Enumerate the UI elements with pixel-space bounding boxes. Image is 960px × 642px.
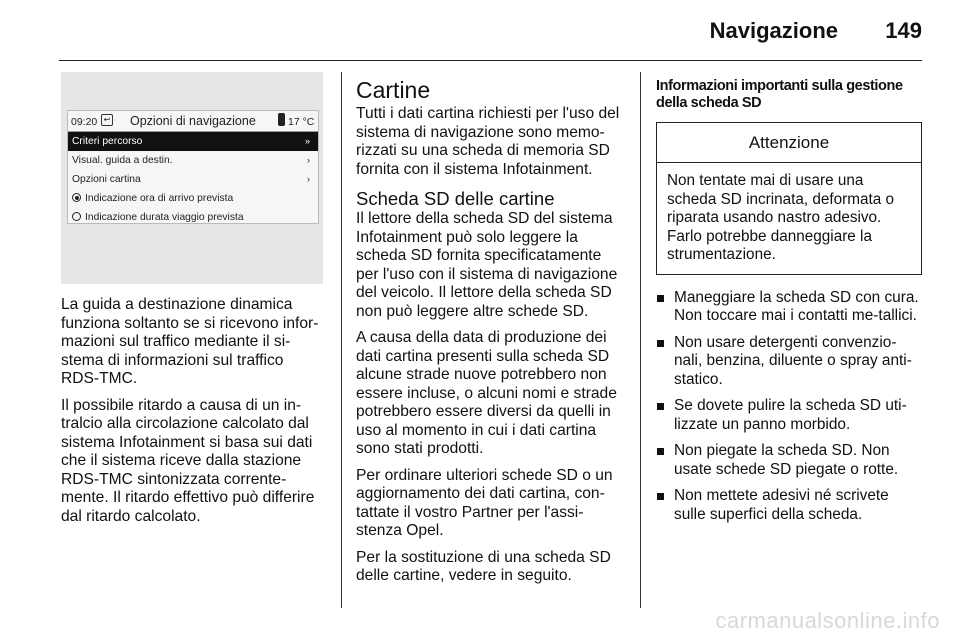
column-1 <box>61 72 325 534</box>
menu-item-visual-guida <box>68 151 318 170</box>
radio-label: Indicazione durata viaggio prevista <box>85 212 244 223</box>
radio-label: Indicazione ora di arrivo prevista <box>85 193 234 204</box>
back-icon: ↩ <box>101 114 113 126</box>
paragraph: Tutti i dati cartina richiesti per l'uso del sistema di navigazione sono memo-rizzati su una scheda di memoria SD fornita con il sistema Infotainment. <box>356 105 620 178</box>
menu-item-criteri-percorso <box>68 132 318 151</box>
list-item <box>656 487 922 524</box>
column-3 <box>656 78 922 532</box>
screen-title: Opzioni di navigazione <box>130 114 256 128</box>
list-item-text: Maneggiare la scheda SD con cura. Non toccare mai i contatti me-tallici. <box>674 288 919 324</box>
warning-text: Non tentate mai di usare una scheda SD incrinata, deformata o riparata usando nastro adesivo. Farlo potrebbe danneggiare la strumentazione. <box>667 172 895 263</box>
list-item-text: Non piegate la scheda SD. Non usate schede SD piegate o rotte. <box>674 442 899 478</box>
column-divider-1 <box>341 72 342 608</box>
bullet-square-icon <box>657 403 664 410</box>
radio-checked-icon <box>72 193 81 202</box>
section-heading: Cartine <box>356 77 431 103</box>
thermometer-icon <box>278 113 285 126</box>
list-item-text: Non usare detergenti convenzio-nali, benzina, diluente o spray anti-statico. <box>674 333 912 388</box>
infotainment-screen <box>67 110 319 224</box>
list-item <box>656 397 922 434</box>
warning-title: Attenzione <box>657 123 921 163</box>
bullet-square-icon <box>657 295 664 302</box>
warning-box <box>656 122 922 275</box>
radio-option-trip-duration <box>68 208 318 227</box>
bullet-square-icon <box>657 340 664 347</box>
bullet-list <box>656 289 922 525</box>
menu-item-label: Opzioni cartina <box>72 174 141 185</box>
radio-unchecked-icon <box>72 212 81 221</box>
menu-item-label: Criteri percorso <box>72 136 143 147</box>
list-item-text: Non mettete adesivi né scrivete sulle superfici della scheda. <box>674 487 889 523</box>
screen-temperature: 17 °C <box>288 116 315 128</box>
bullet-square-icon <box>657 493 664 500</box>
paragraph: Il possibile ritardo a causa di un in-tralcio alla circolazione calcolato dal sistema Infotainment si basa sui dati che il sistema riceve dalla stazione RDS-TMC sintonizzata corrente-mente. Il ritardo effettivo può differire dal ritardo calcolato. <box>61 396 315 525</box>
paragraph: Il lettore della scheda SD del sistema Infotainment può solo leggere la scheda SD fornita specificatamente per l'uso con il sistema di navigazione del veicolo. Il lettore della scheda SD non può leggere altre schede SD. <box>356 210 618 320</box>
paragraph: Per la sostituzione di una scheda SD delle cartine, vedere in seguito. <box>356 548 611 584</box>
list-item <box>656 442 922 479</box>
paragraph: Per ordinare ulteriori schede SD o un aggiornamento dei dati cartina, con-tattate il vostro Partner per l'assi-stenza Opel. <box>356 466 613 539</box>
header-divider <box>59 60 922 61</box>
chevron-right-icon: › <box>307 174 310 184</box>
paragraph: La guida a destinazione dinamica funziona soltanto se si ricevono infor-mazioni sul traffico mediante il si-stema di informazioni sul traffico RDS-TMC. <box>61 296 319 387</box>
list-item <box>656 334 922 390</box>
subsection-heading: Scheda SD delle cartine <box>356 188 555 209</box>
column-divider-2 <box>640 72 641 608</box>
section-heading: Informazioni importanti sulla gestione della scheda SD <box>656 78 903 111</box>
chevron-right-icon: › <box>307 155 310 165</box>
page-header-title: Navigazione <box>709 18 838 43</box>
watermark: carmanualsonline.info <box>715 608 940 633</box>
list-item <box>656 289 922 326</box>
radio-option-arrival-time <box>68 189 318 208</box>
menu-item-label: Visual. guida a destin. <box>72 155 173 166</box>
list-item-text: Se dovete pulire la scheda SD uti-lizzate un panno morbido. <box>674 397 907 433</box>
screen-title-bar <box>68 111 318 132</box>
page-number: 149 <box>885 18 922 43</box>
column-2 <box>356 78 624 594</box>
screen-clock: 09:20 <box>71 116 98 128</box>
chevron-right-icon: » <box>304 136 310 146</box>
menu-item-opzioni-cartina <box>68 170 318 189</box>
navigation-screen-figure <box>61 72 323 284</box>
bullet-square-icon <box>657 448 664 455</box>
paragraph: A causa della data di produzione dei dati cartina presenti sulla scheda SD alcune strade nuove potrebbero non essere incluse, o alcuni nomi e strade potrebbero essere diversi da quelli in uso al momento in cui i dati cartina sono stati prodotti. <box>356 329 617 457</box>
